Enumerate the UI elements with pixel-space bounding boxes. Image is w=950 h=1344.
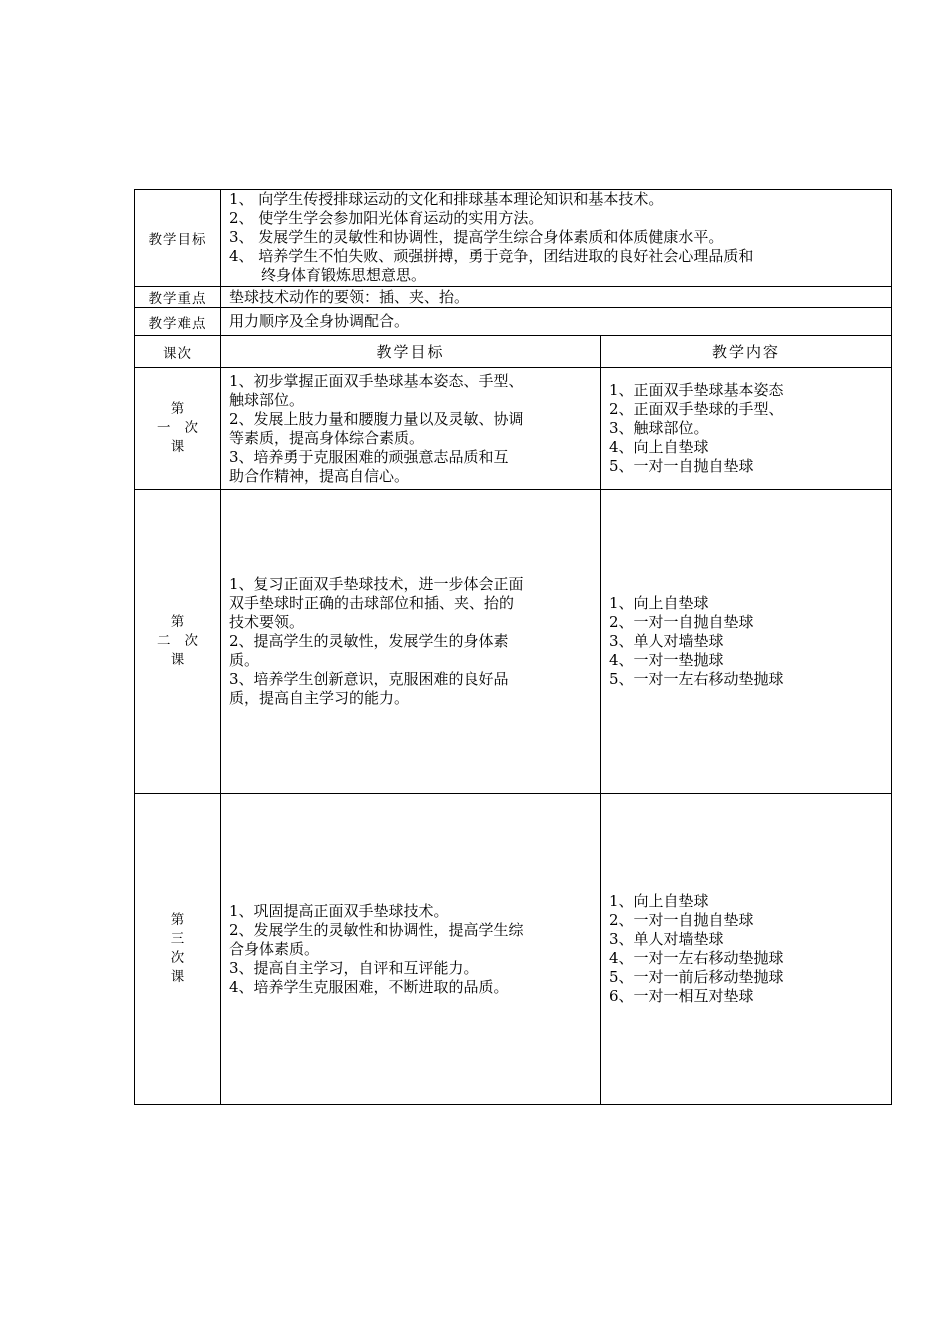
session-label-char: 课 <box>170 969 185 985</box>
content-item: 2、正面双手垫球的手型、 <box>609 400 784 418</box>
session-label-top: 第 <box>170 614 185 630</box>
objective-item: 2、 使学生学会参加阳光体育运动的实用方法。 <box>229 209 544 227</box>
session-content <box>601 368 892 490</box>
session-label-char: 第 <box>170 912 185 928</box>
objective-item-continued: 终身体育锻炼思想意思。 <box>261 266 427 284</box>
objectives-label: 教学目标 <box>135 190 221 287</box>
content-item: 6、一对一相互对垫球 <box>609 987 754 1005</box>
content-item: 5、一对一自抛自垫球 <box>609 457 754 475</box>
goal-line: 质。 <box>229 651 260 669</box>
goal-line: 合身体素质。 <box>229 939 320 958</box>
column-header-row <box>135 336 892 368</box>
difficulties-text: 用力顺序及全身协调配合。 <box>221 308 892 336</box>
goal-line: 3、培养学生创新意识，克服困难的良好品 <box>229 670 509 688</box>
content-item: 4、向上自垫球 <box>609 438 709 456</box>
content-item: 3、触球部位。 <box>609 419 709 437</box>
objectives-row <box>135 190 892 287</box>
goal-line: 等素质，提高身体综合素质。 <box>229 428 425 447</box>
session-content <box>601 490 892 794</box>
content-item: 1、向上自垫球 <box>609 892 709 910</box>
session-number: 二 <box>157 633 171 649</box>
goal-line: 1、巩固提高正面双手垫球技术。 <box>229 901 449 920</box>
goal-line: 1、初步掌握正面双手垫球基本姿态、手型、 <box>229 371 524 390</box>
session-row <box>135 794 892 1105</box>
lesson-plan-table <box>134 189 892 1105</box>
session-unit: 次 <box>184 633 198 649</box>
content-item: 5、一对一左右移动垫抛球 <box>609 670 784 688</box>
goal-line: 助合作精神，提高自信心。 <box>229 466 410 485</box>
session-content <box>601 794 892 1105</box>
content-item: 4、一对一左右移动垫抛球 <box>609 949 784 967</box>
goal-line: 质，提高自主学习的能力。 <box>229 689 410 707</box>
session-label-middle <box>135 419 220 438</box>
session-goals <box>221 490 601 794</box>
goal-line: 双手垫球时正确的击球部位和插、夹、抬的 <box>229 594 515 612</box>
session-goals <box>221 368 601 490</box>
key-points-text: 垫球技术动作的要领：插、夹、抬。 <box>221 287 892 308</box>
session-goals <box>221 794 601 1105</box>
content-item: 5、一对一前后移动垫抛球 <box>609 968 784 986</box>
session-label-bottom: 课 <box>170 652 185 668</box>
session-label-top: 第 <box>170 401 185 417</box>
session-label-middle <box>135 632 220 651</box>
objectives-list <box>221 190 892 287</box>
session-label <box>135 368 221 490</box>
content-column-header: 教学内容 <box>601 336 892 368</box>
session-number: 一 <box>157 420 171 436</box>
session-row <box>135 490 892 794</box>
session-unit: 次 <box>184 420 198 436</box>
content-item: 3、单人对墙垫球 <box>609 632 724 650</box>
session-row <box>135 368 892 490</box>
goals-column-header: 教学目标 <box>221 336 601 368</box>
objective-item: 4、 培养学生不怕失败、顽强拼搏，勇于竞争，团结进取的良好社会心理品质和 <box>229 247 754 265</box>
content-item: 1、正面双手垫球基本姿态 <box>609 381 784 399</box>
goal-line: 3、提高自主学习，自评和互评能力。 <box>229 958 479 977</box>
key-points-row <box>135 287 892 308</box>
objective-item: 1、 向学生传授排球运动的文化和排球基本理论知识和基本技术。 <box>229 190 664 208</box>
objective-item: 3、 发展学生的灵敏性和协调性，提高学生综合身体素质和体质健康水平。 <box>229 228 724 246</box>
goal-line: 4、培养学生克服困难，不断进取的品质。 <box>229 977 509 996</box>
goal-line: 2、发展学生的灵敏性和协调性，提高学生综 <box>229 920 524 939</box>
session-column-header: 课次 <box>135 336 221 368</box>
goal-line: 1、复习正面双手垫球技术，进一步体会正面 <box>229 575 524 593</box>
session-label-char: 三 <box>170 931 185 947</box>
content-item: 1、向上自垫球 <box>609 594 709 612</box>
content-item: 2、一对一自抛自垫球 <box>609 911 754 929</box>
content-item: 2、一对一自抛自垫球 <box>609 613 754 631</box>
difficulties-row <box>135 308 892 336</box>
session-label-bottom: 课 <box>170 439 185 455</box>
session-label <box>135 794 221 1105</box>
goal-line: 技术要领。 <box>229 613 305 631</box>
goal-line: 3、培养勇于克服困难的顽强意志品质和互 <box>229 447 509 466</box>
session-label-char: 次 <box>170 950 185 966</box>
content-item: 4、一对一垫抛球 <box>609 651 724 669</box>
goal-line: 触球部位。 <box>229 390 305 409</box>
session-label <box>135 490 221 794</box>
difficulties-label: 教学难点 <box>135 308 221 336</box>
goal-line: 2、提高学生的灵敏性，发展学生的身体素 <box>229 632 509 650</box>
key-points-label: 教学重点 <box>135 287 221 308</box>
content-item: 3、单人对墙垫球 <box>609 930 724 948</box>
goal-line: 2、发展上肢力量和腰腹力量以及灵敏、协调 <box>229 409 524 428</box>
